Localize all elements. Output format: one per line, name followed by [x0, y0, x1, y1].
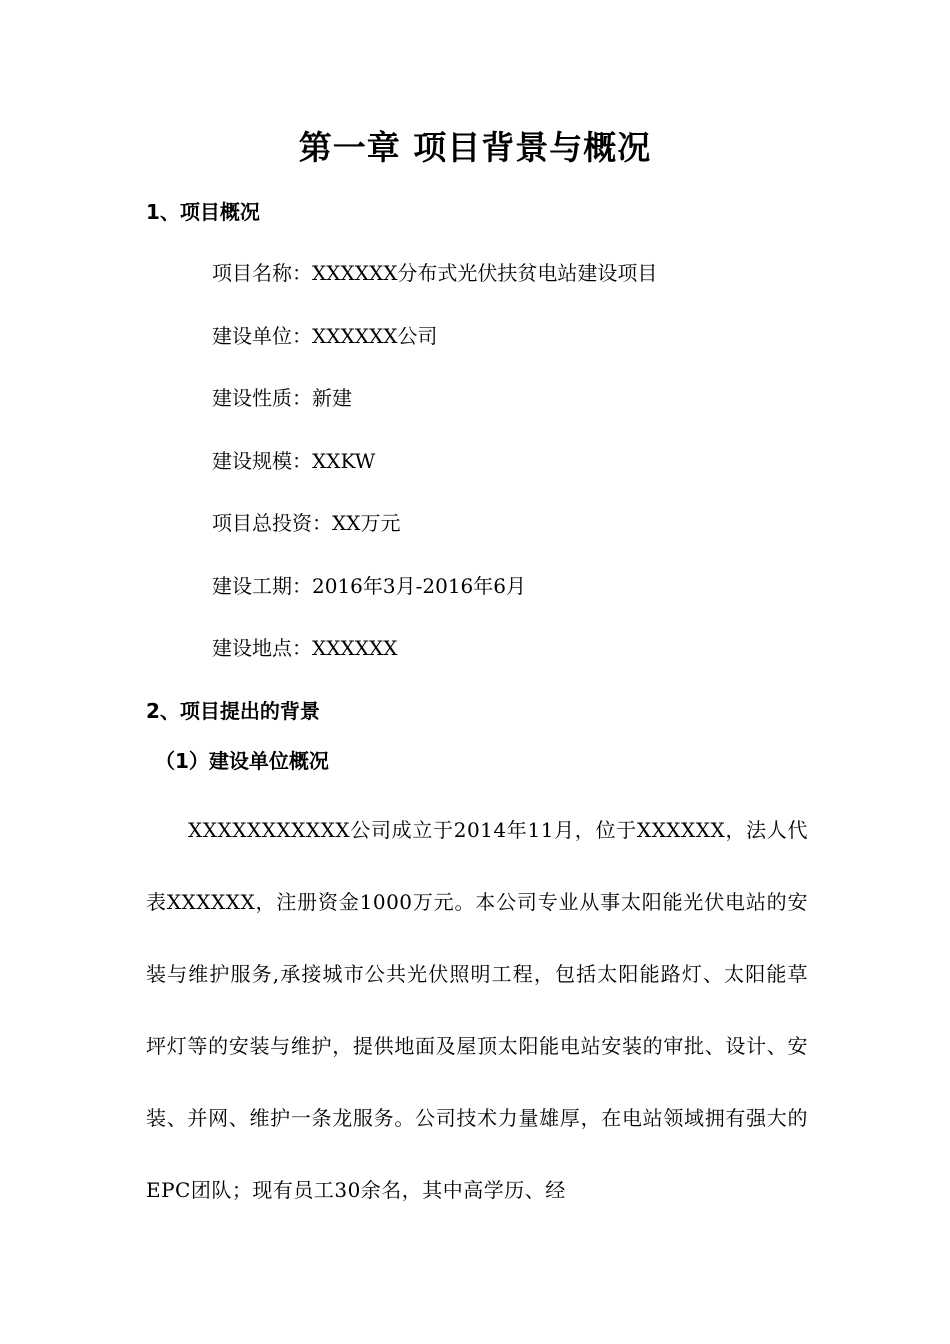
- section-heading-overview: 1、项目概况: [146, 200, 260, 224]
- overview-item-construction-scale: [212, 446, 657, 509]
- overview-item-construction-site: [212, 633, 657, 696]
- overview-label: 建设单位：: [212, 323, 312, 348]
- overview-value: XXKW: [312, 448, 376, 473]
- overview-label: 建设规模：: [212, 448, 312, 473]
- chapter-title: 第一章 项目背景与概况: [298, 128, 652, 167]
- section-heading-background: 2、项目提出的背景: [146, 699, 320, 723]
- overview-label: 项目总投资：: [212, 511, 332, 535]
- overview-label: 建设性质：: [212, 386, 312, 410]
- overview-value: XX万元: [332, 511, 401, 535]
- overview-item-total-investment: [212, 508, 657, 571]
- overview-label: 建设工期：: [212, 573, 312, 598]
- overview-value: 新建: [312, 386, 352, 410]
- overview-item-construction-period: [212, 571, 657, 634]
- project-overview-list: [212, 258, 657, 696]
- subsection-heading-unit-overview: （1）建设单位概况: [155, 749, 329, 773]
- unit-overview-paragraph: XXXXXXXXXXX公司成立于2014年11月，位于XXXXXX，法人代表XXXXXX，注册资金1000万元。本公司专业从事太阳能光伏电站的安装与维护服务,承接城市公共光伏照明工程，包括太阳能路灯、太阳能草坪灯等的安装与维护，提供地面及屋顶太阳能电站安装的审批、设计、安装、并网、维护一条龙服务。公司技术力量雄厚，在电站领域拥有强大的EPC团队；现有员工30余名，其中高学历、经: [146, 818, 808, 1202]
- overview-item-construction-nature: [212, 383, 657, 446]
- overview-value: XXXXXX: [312, 636, 398, 660]
- overview-label: 建设地点：: [212, 636, 312, 660]
- overview-item-construction-unit: [212, 321, 657, 384]
- overview-value: XXXXXX分布式光伏扶贫电站建设项目: [312, 261, 658, 285]
- overview-value: 2016年3月-2016年6月: [312, 573, 527, 598]
- overview-item-project-name: [212, 258, 657, 321]
- overview-value: XXXXXX公司: [312, 323, 438, 348]
- overview-label: 项目名称：: [212, 261, 312, 285]
